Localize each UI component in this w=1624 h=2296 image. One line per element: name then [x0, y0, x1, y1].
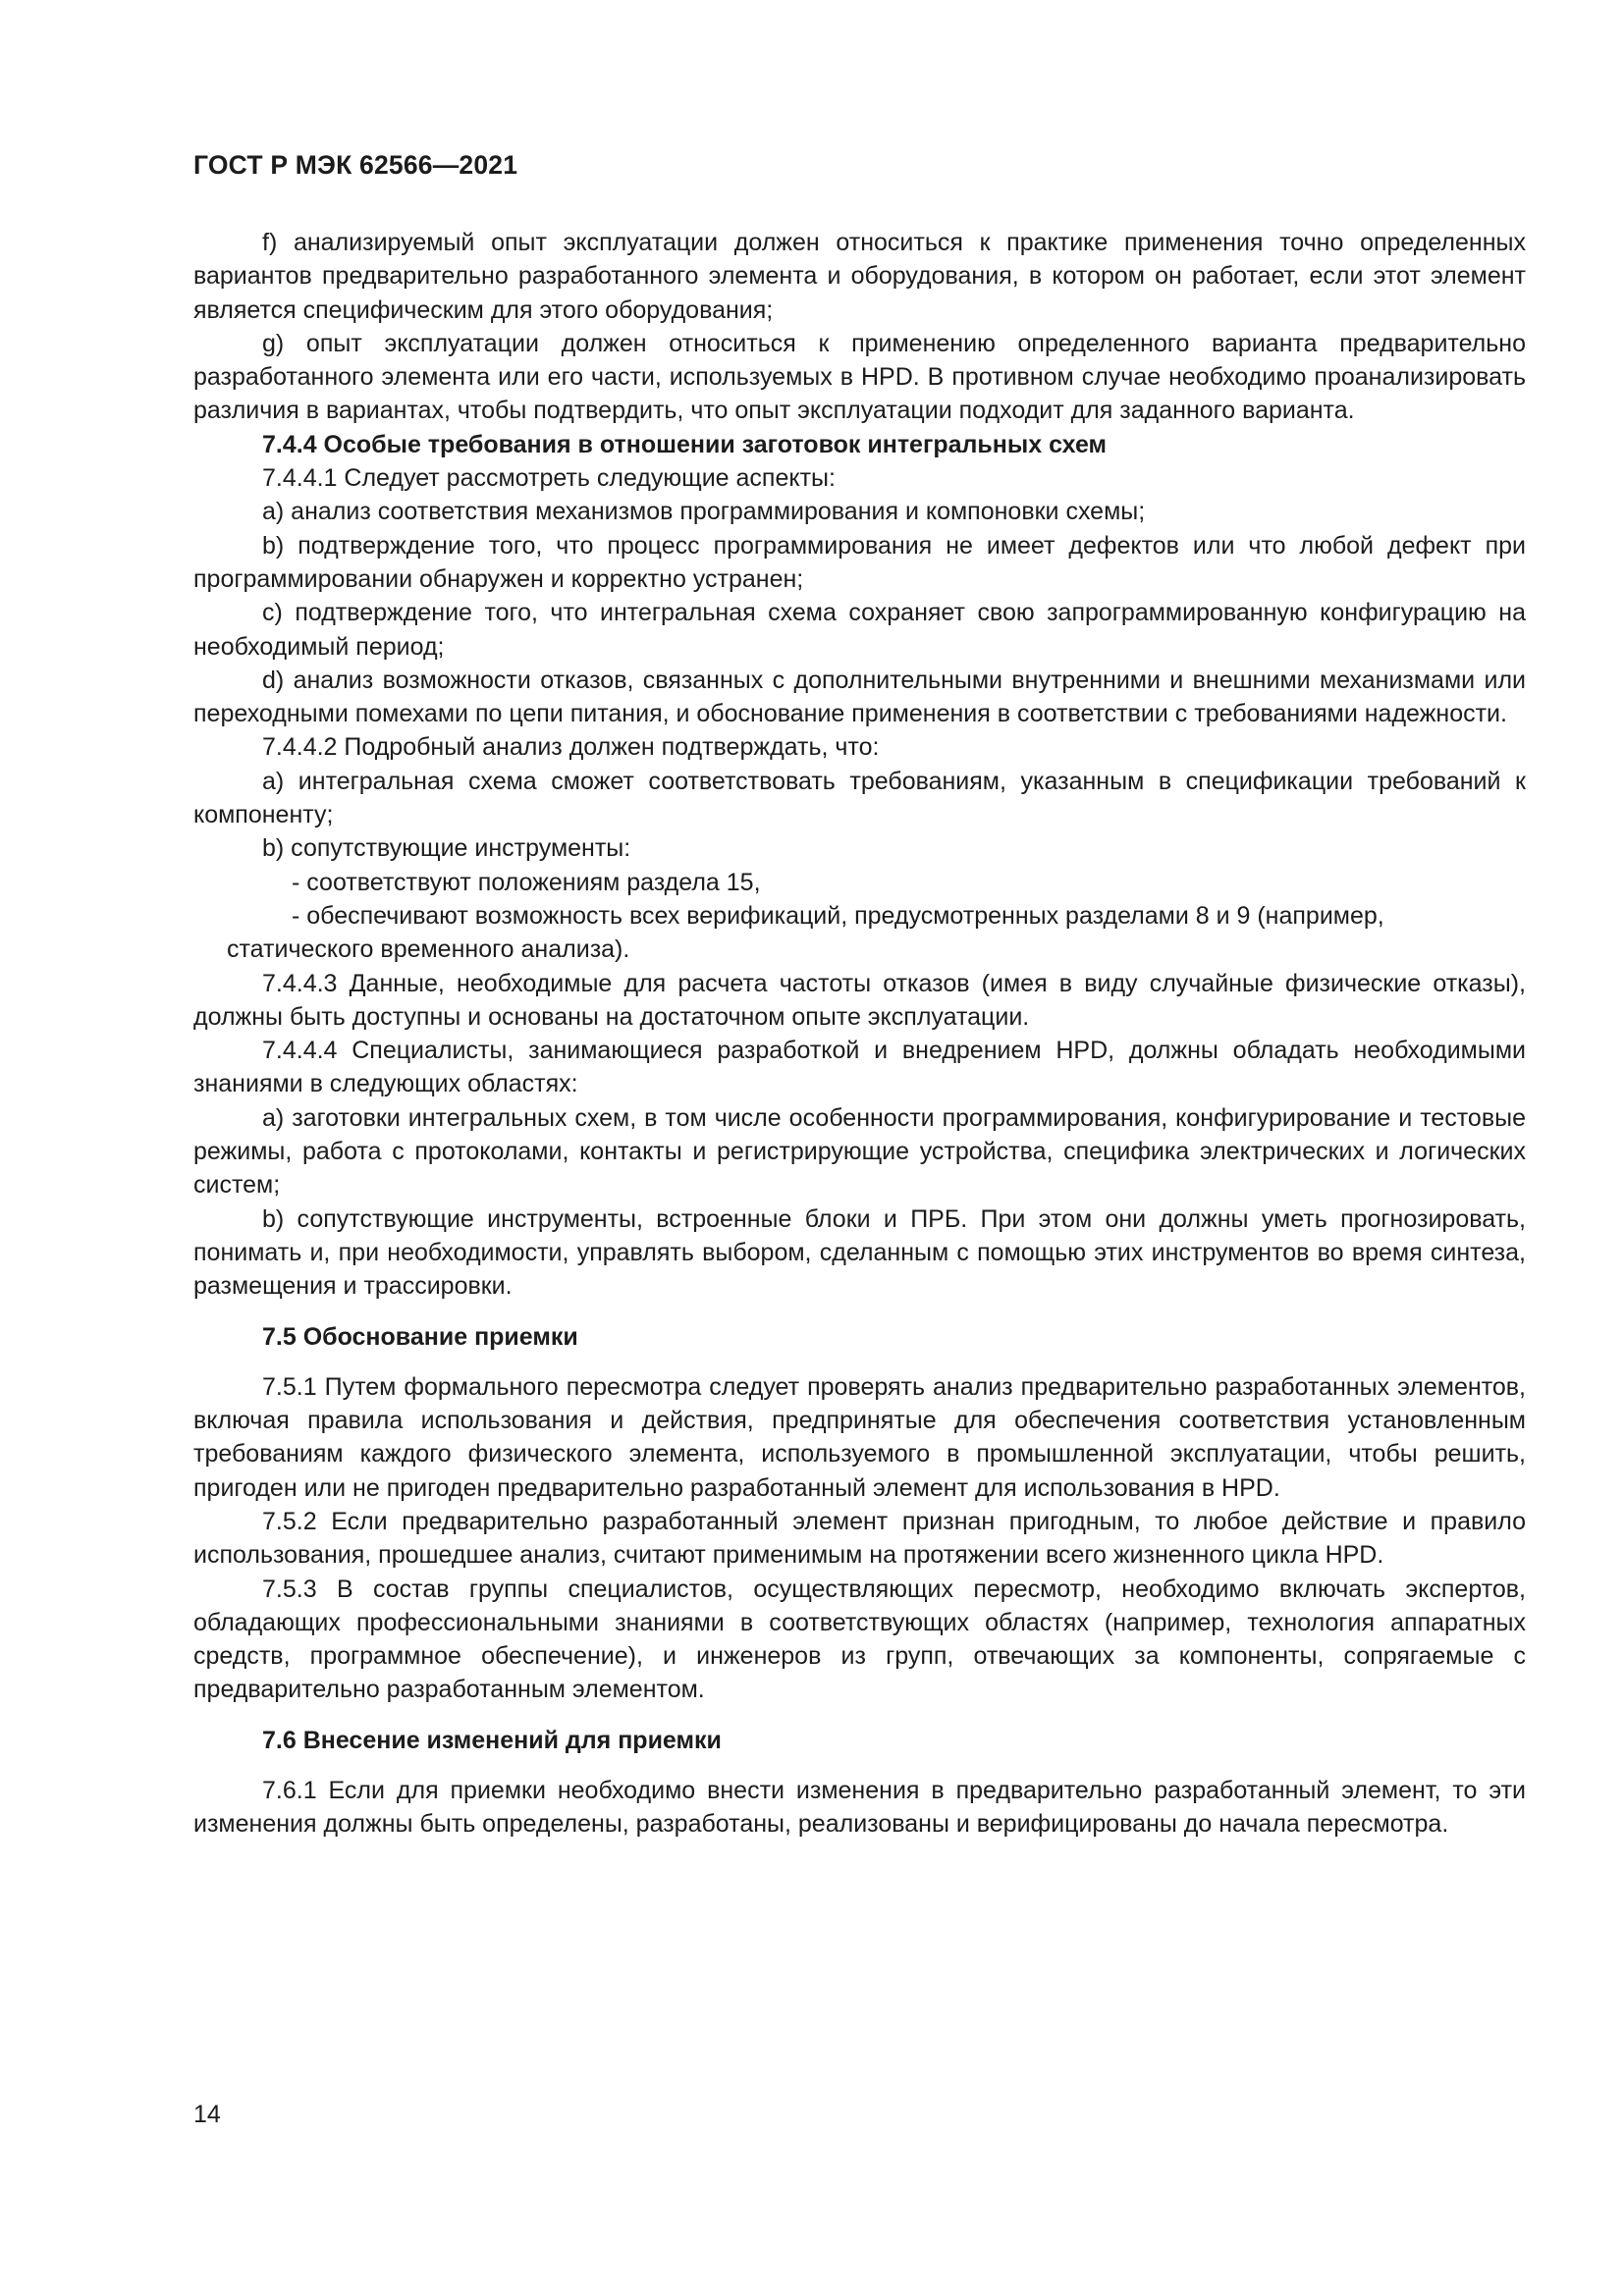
paragraph-7-4-4-2-b: b) сопутствующие инструменты:	[262, 834, 631, 863]
paragraph-7-5-1: 7.5.1 Путем формального пересмотра следует проверять анализ предварительно разработанных элементов, включая правила использования и действия, предпринятые для обеспечения соответствия установленным требованиям каждого физического элемента, используемого в промышленной эксплуатации, чтобы решить, пригоден или не пригоден предварительно разработанный элемент для использования в HPD.	[193, 1372, 1526, 1502]
section-heading-7-6: 7.6 Внесение изменений для приемки	[262, 1726, 722, 1754]
dash-item-2: - обеспечивают возможность всех верификаций, предусмотренных разделами 8 и 9 (например,	[292, 901, 1384, 930]
paragraph-item-g: g) опыт эксплуатации должен относиться к применению определенного варианта предварительно разработанного элемента или его части, используемых в HPD. В противном случае необходимо проанализировать различия в вариантах, чтобы подтвердить, что опыт эксплуатации подходит для заданного варианта.	[193, 329, 1526, 425]
paragraph-7-4-4-4-a: a) заготовки интегральных схем, в том числе особенности программирования, конфигурирование и тестовые режимы, работа с протоколами, контакты и регистрирующие устройства, специфика электрических и логических систем;	[193, 1103, 1526, 1200]
paragraph-7-4-4-1-a: a) анализ соответствия механизмов программирования и компоновки схемы;	[262, 498, 1146, 526]
paragraph-7-4-4-3: 7.4.4.3 Данные, необходимые для расчета частоты отказов (имея в виду случайные физические отказы), должны быть доступны и основаны на достаточном опыте эксплуатации.	[193, 969, 1526, 1031]
paragraph-7-4-4-4-b: b) сопутствующие инструменты, встроенные блоки и ПРБ. При этом они должны уметь прогнозировать, понимать и, при необходимости, управлять выбором, сделанным с помощью этих инструментов во время синтеза, размещения и трассировки.	[193, 1204, 1526, 1301]
section-heading-7-5: 7.5 Обоснование приемки	[262, 1322, 578, 1351]
paragraph-7-4-4-1-d: d) анализ возможности отказов, связанных с дополнительными внутренними и внешними механизмами или переходными помехами по цепи питания, и обоснование применения в соответствии с требованиями надежности.	[193, 666, 1526, 728]
paragraph-7-4-4-1: 7.4.4.1 Следует рассмотреть следующие аспекты:	[262, 464, 836, 493]
page-number: 14	[193, 2101, 221, 2128]
dash-item-2-continuation: статического временного анализа).	[227, 935, 630, 964]
document-body	[193, 226, 1526, 1842]
paragraph-7-4-4-4: 7.4.4.4 Специалисты, занимающиеся разработкой и внедрением HPD, должны обладать необходимыми знаниями в следующих областях:	[193, 1037, 1526, 1098]
paragraph-7-5-2: 7.5.2 Если предварительно разработанный элемент признан пригодным, то любое действие и правило использования, прошедшее анализ, считают применимым на протяжении всего жизненного цикла HPD.	[193, 1507, 1526, 1570]
paragraph-7-4-4-1-c: c) подтверждение того, что интегральная схема сохраняет свою запрограммированную конфигурацию на необходимый период;	[193, 599, 1526, 661]
paragraph-7-6-1: 7.6.1 Если для приемки необходимо внести изменения в предварительно разработанный элемент, то эти изменения должны быть определены, разработаны, реализованы и верифицированы до начала пересмотра.	[193, 1777, 1526, 1839]
paragraph-7-4-4-2: 7.4.4.2 Подробный анализ должен подтверждать, что:	[262, 733, 880, 762]
paragraph-7-5-3: 7.5.3 В состав группы специалистов, осуществляющих пересмотр, необходимо включать экспертов, обладающих профессиональными знаниями в соответствующих областях (например, технология аппаратных средств, программное обеспечение), и инженеров из групп, отвечающих за компоненты, сопрягаемые с предварительно разработанным элементом.	[193, 1575, 1526, 1704]
paragraph-7-4-4-1-b: b) подтверждение того, что процесс программирования не имеет дефектов или что любой дефект при программировании обнаружен и корректно устранен;	[193, 531, 1526, 593]
dash-item-1: - соответствуют положениям раздела 15,	[292, 868, 761, 896]
document-header: ГОСТ Р МЭК 62566—2021	[193, 150, 518, 180]
paragraph-7-4-4-2-a: a) интегральная схема сможет соответствовать требованиям, указанным в спецификации требований к компоненту;	[193, 767, 1526, 829]
paragraph-item-f: f) анализируемый опыт эксплуатации должен относиться к практике применения точно определенных вариантов предварительно разработанного элемента и оборудования, в котором он работает, если этот элемент является специфическим для этого оборудования;	[193, 229, 1526, 324]
section-heading-7-4-4: 7.4.4 Особые требования в отношении заготовок интегральных схем	[262, 430, 1108, 458]
